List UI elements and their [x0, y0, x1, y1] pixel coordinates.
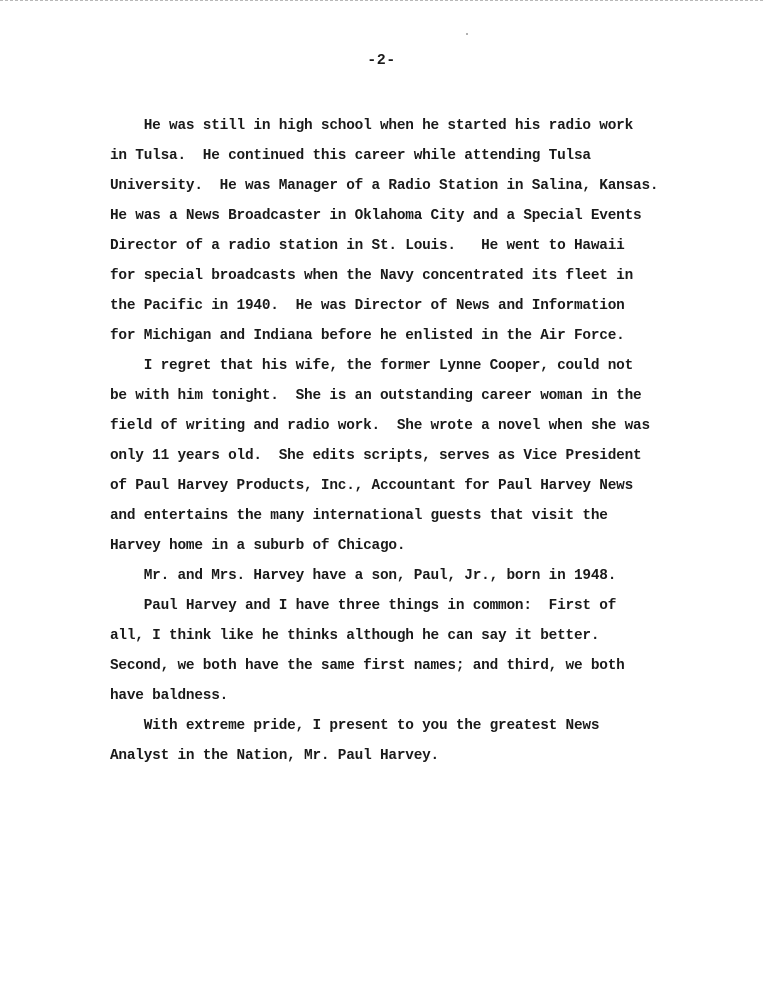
- text-line: Second, we both have the same first names; and third, we both: [110, 658, 625, 674]
- text-line: I regret that his wife, the former Lynne Cooper, could not: [110, 358, 634, 374]
- page-number: -2-: [367, 52, 396, 69]
- scan-speck: [466, 33, 468, 35]
- text-line: only 11 years old. She edits scripts, serves as Vice President: [110, 448, 642, 464]
- text-line: Director of a radio station in St. Louis. He went to Hawaii: [110, 238, 625, 254]
- text-line: With extreme pride, I present to you the greatest News: [110, 718, 600, 734]
- text-line: of Paul Harvey Products, Inc., Accountant for Paul Harvey News: [110, 478, 634, 494]
- text-line: Analyst in the Nation, Mr. Paul Harvey.: [110, 748, 439, 764]
- text-line: He was a News Broadcaster in Oklahoma City and a Special Events: [110, 208, 642, 224]
- text-line: be with him tonight. She is an outstanding career woman in the: [110, 388, 642, 404]
- page-top-border: [0, 0, 763, 1]
- text-line: He was still in high school when he started his radio work: [110, 118, 634, 134]
- text-line: field of writing and radio work. She wrote a novel when she was: [110, 418, 650, 434]
- text-line: for Michigan and Indiana before he enlisted in the Air Force.: [110, 328, 625, 344]
- text-line: all, I think like he thinks although he can say it better.: [110, 628, 600, 644]
- text-line: the Pacific in 1940. He was Director of News and Information: [110, 298, 625, 314]
- text-line: in Tulsa. He continued this career while attending Tulsa: [110, 148, 591, 164]
- text-line: Paul Harvey and I have three things in common: First of: [110, 598, 617, 614]
- text-line: Harvey home in a suburb of Chicago.: [110, 538, 406, 554]
- text-line: have baldness.: [110, 688, 229, 704]
- text-line: for special broadcasts when the Navy concentrated its fleet in: [110, 268, 634, 284]
- speech-body: [110, 111, 710, 771]
- text-line: University. He was Manager of a Radio Station in Salina, Kansas.: [110, 178, 659, 194]
- text-line: Mr. and Mrs. Harvey have a son, Paul, Jr., born in 1948.: [110, 568, 617, 584]
- text-line: and entertains the many international guests that visit the: [110, 508, 608, 524]
